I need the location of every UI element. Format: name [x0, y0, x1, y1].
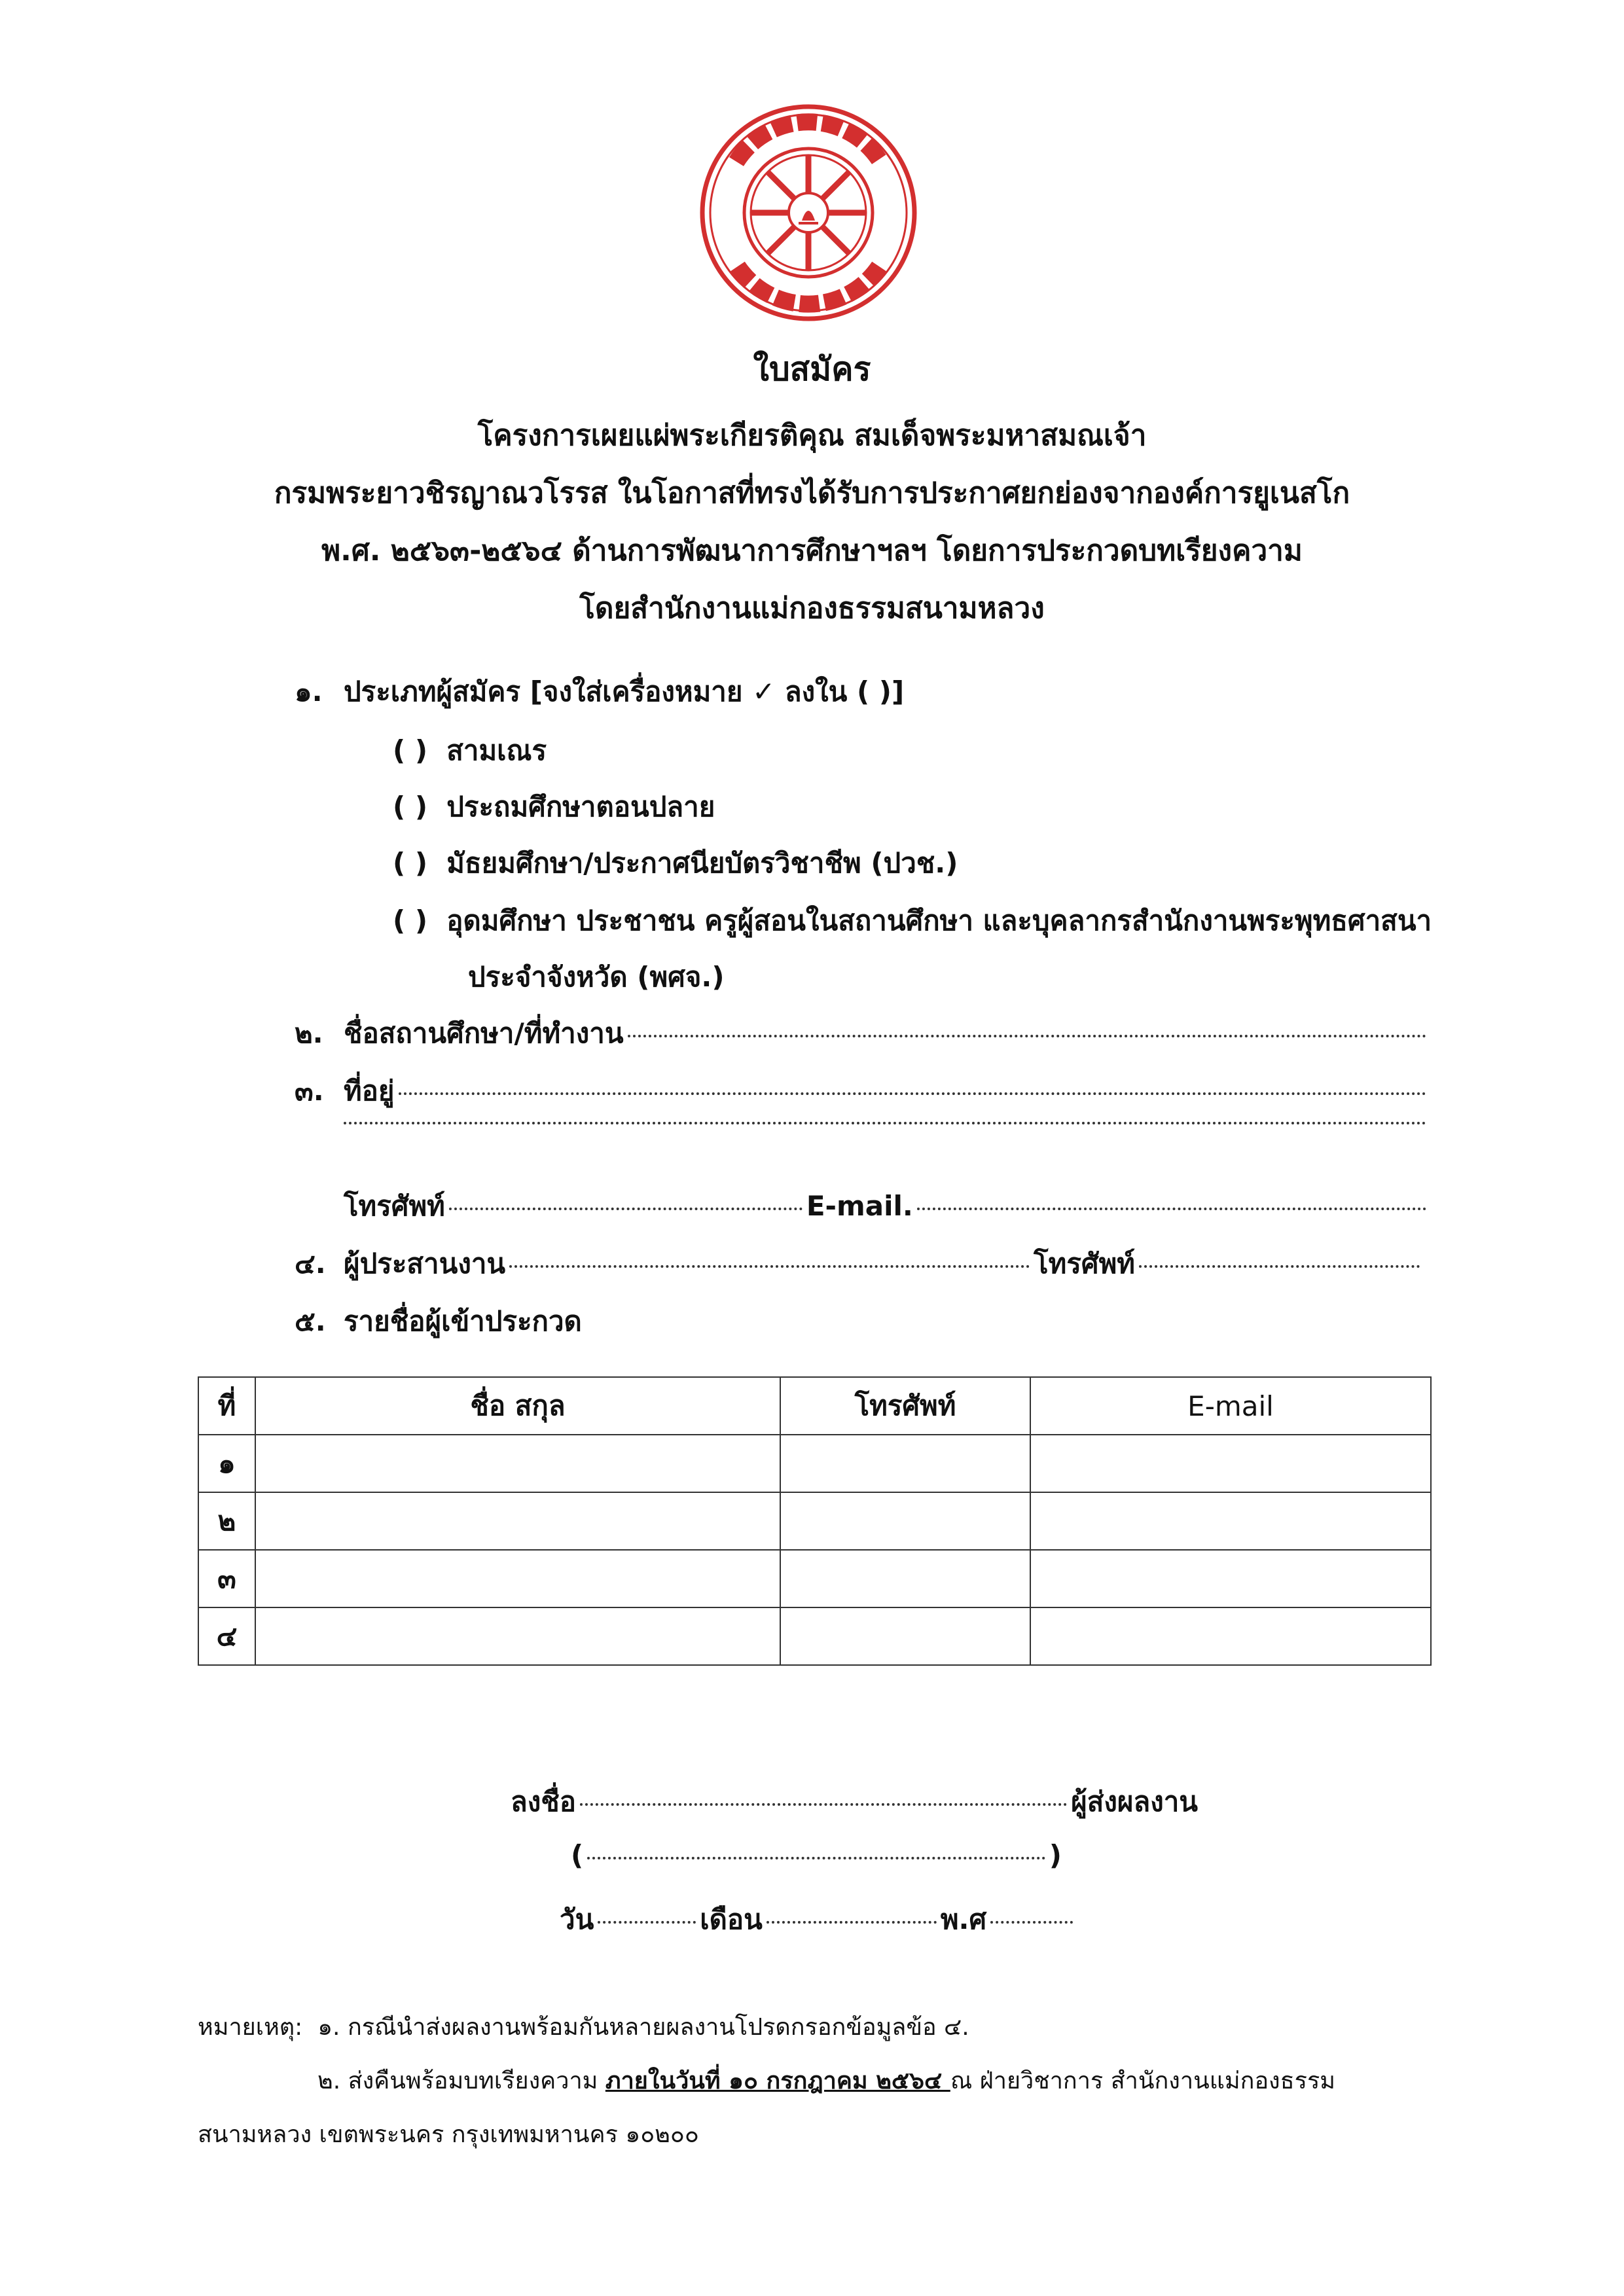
section-1-label: ประเภทผู้สมัคร [จงใส่เครื่องหมาย ✓ ลงใน ( )] — [344, 675, 905, 708]
email-cell[interactable] — [1030, 1607, 1431, 1665]
header-line-4: โดยสำนักงานแม่กองธรรมสนามหลวง — [579, 592, 1045, 625]
name-cell[interactable] — [255, 1435, 780, 1492]
month-field[interactable] — [767, 1921, 937, 1924]
checkbox[interactable]: ( ) — [393, 791, 428, 823]
phone-field[interactable] — [449, 1208, 803, 1210]
section-5 — [295, 1300, 582, 1343]
note-2-prefix: ๒. ส่งคืนพร้อมบทเรียงความ — [317, 2068, 605, 2094]
table-header-row — [198, 1377, 1431, 1435]
note-2-deadline: ภายในวันที่ ๑๐ กรกฎาคม ๒๕๖๔ — [605, 2068, 950, 2094]
printed-name-row — [571, 1839, 1062, 1871]
coordinator-label: ผู้ประสานงาน — [344, 1247, 506, 1280]
phone-cell[interactable] — [780, 1492, 1030, 1550]
col-email: E-mail — [1030, 1377, 1431, 1435]
open-paren: ( — [571, 1839, 584, 1871]
submitter-label: ผู้ส่งผลงาน — [1071, 1785, 1198, 1818]
coordinator-phone-label: โทรศัพท์ — [1034, 1247, 1135, 1280]
header-line-1: โครงการเผยแผ่พระเกียรติคุณ สมเด็จพระมหาสมณเจ้า — [477, 419, 1147, 452]
option-novice[interactable] — [393, 729, 547, 772]
table-row — [198, 1492, 1431, 1550]
email-field[interactable] — [917, 1208, 1426, 1210]
form-title: ใบสมัคร — [753, 350, 871, 388]
coordinator-field[interactable] — [509, 1265, 1030, 1268]
row-number: ๒ — [198, 1492, 255, 1550]
close-paren: ) — [1049, 1839, 1062, 1871]
phone-label: โทรศัพท์ — [344, 1190, 445, 1222]
option-label: ประถมศึกษาตอนปลาย — [446, 791, 715, 823]
option-label: อุดมศึกษา ประชาชน ครูผู้สอนในสถานศึกษา และบุคลากรสำนักงานพระพุทธศาสนา — [446, 905, 1432, 937]
year-field[interactable] — [990, 1921, 1073, 1924]
date-row — [560, 1898, 1077, 1941]
dharma-wheel-seal-icon — [697, 101, 920, 324]
email-cell[interactable] — [1030, 1492, 1431, 1550]
row-number: ๓ — [198, 1550, 255, 1607]
email-cell[interactable] — [1030, 1550, 1431, 1607]
day-field[interactable] — [598, 1921, 696, 1924]
note-3: สนามหลวง เขตพระนคร กรุงเทพมหานคร ๑๐๒๐๐ — [198, 2121, 699, 2148]
section-3-row — [295, 1069, 1430, 1113]
header-line-3: พ.ศ. ๒๕๖๓-๒๕๖๔ ด้านการพัฒนาการศึกษาฯลฯ โดยการประกวดบทเรียงความ — [321, 534, 1303, 567]
section-2-row — [295, 1012, 1430, 1055]
day-label: วัน — [560, 1903, 594, 1935]
option-secondary[interactable] — [393, 842, 958, 885]
option-primary[interactable] — [393, 785, 715, 829]
coordinator-phone-field[interactable] — [1139, 1265, 1420, 1268]
phone-cell[interactable] — [780, 1550, 1030, 1607]
email-label: E-mail. — [806, 1190, 913, 1222]
printed-name-field[interactable] — [587, 1857, 1045, 1859]
workplace-field[interactable] — [628, 1035, 1426, 1037]
option-label: สามเณร — [446, 734, 547, 766]
note-2 — [317, 2062, 1335, 2099]
year-label: พ.ศ — [940, 1903, 987, 1935]
contact-row — [344, 1185, 1430, 1228]
col-name: ชื่อ สกุล — [255, 1377, 780, 1435]
name-cell[interactable] — [255, 1607, 780, 1665]
section-5-label: รายชื่อผู้เข้าประกวด — [344, 1305, 582, 1337]
option-higher-ed[interactable] — [393, 899, 1432, 942]
phone-cell[interactable] — [780, 1607, 1030, 1665]
note-2-suffix: ณ ฝ่ายวิชาการ สำนักงานแม่กองธรรม — [950, 2068, 1336, 2094]
month-label: เดือน — [700, 1903, 763, 1935]
phone-cell[interactable] — [780, 1435, 1030, 1492]
header-line-2: กรมพระยาวชิรญาณวโรรส ในโอกาสที่ทรงได้รับการประกาศยกย่องจากองค์การยูเนสโก — [274, 476, 1350, 510]
checkbox[interactable]: ( ) — [393, 734, 428, 766]
table-row — [198, 1550, 1431, 1607]
option-label: มัธยมศึกษา/ประกาศนียบัตรวิชาชีพ (ปวช.) — [446, 847, 958, 879]
contestants-table — [198, 1376, 1432, 1666]
name-cell[interactable] — [255, 1492, 780, 1550]
note-1 — [198, 2008, 969, 2045]
checkbox[interactable]: ( ) — [393, 847, 428, 879]
row-number: ๔ — [198, 1607, 255, 1665]
checkbox[interactable]: ( ) — [393, 905, 428, 937]
option-higher-ed-cont: ประจำจังหวัด (พศจ.) — [468, 961, 725, 993]
section-4-row — [295, 1242, 1424, 1285]
address-label: ที่อยู่ — [344, 1075, 395, 1107]
col-number: ที่ — [198, 1377, 255, 1435]
col-phone: โทรศัพท์ — [780, 1377, 1030, 1435]
section-5-number: ๕. — [295, 1305, 326, 1337]
table-row — [198, 1435, 1431, 1492]
table-row — [198, 1607, 1431, 1665]
email-cell[interactable] — [1030, 1435, 1431, 1492]
address-line-2-row — [344, 1127, 1430, 1130]
section-1-number: ๑. — [295, 675, 323, 708]
address-field-2[interactable] — [344, 1122, 1426, 1124]
section-2-number: ๒. — [295, 1017, 323, 1049]
workplace-label: ชื่อสถานศึกษา/ที่ทำงาน — [344, 1017, 624, 1049]
sanam-luang-logo — [697, 101, 920, 324]
sign-label: ลงชื่อ — [511, 1785, 576, 1818]
section-1 — [295, 670, 904, 713]
note-1-text: ๑. กรณีนำส่งผลงานพร้อมกันหลายผลงานโปรดกรอกข้อมูลข้อ ๔. — [317, 2014, 969, 2041]
section-3-number: ๓. — [295, 1075, 324, 1107]
address-field-1[interactable] — [399, 1092, 1426, 1095]
note-label: หมายเหตุ: — [198, 2014, 303, 2041]
section-4-number: ๔. — [295, 1247, 326, 1280]
signature-field[interactable] — [580, 1803, 1067, 1806]
name-cell[interactable] — [255, 1550, 780, 1607]
signature-row — [511, 1780, 1198, 1823]
row-number: ๑ — [198, 1435, 255, 1492]
